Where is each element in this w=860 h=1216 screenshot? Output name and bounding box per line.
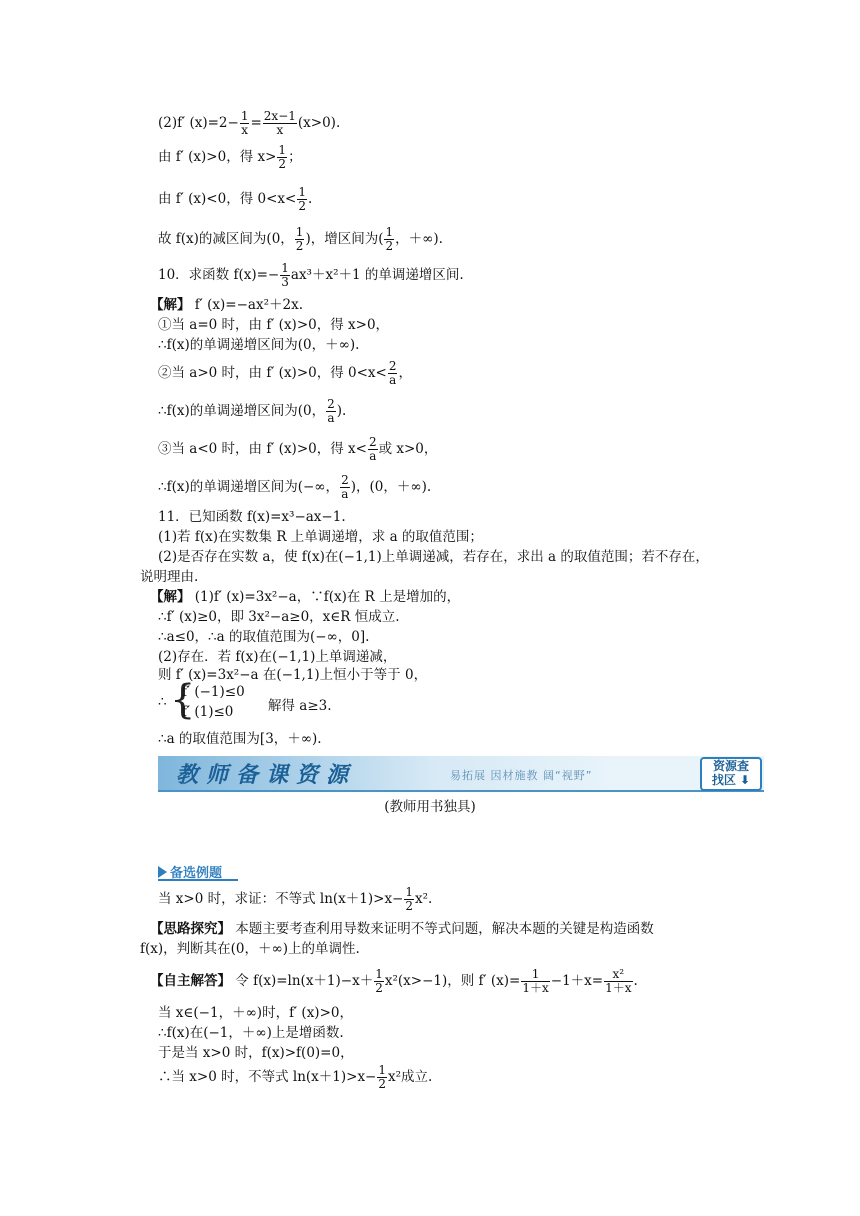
text: ③当 a<0 时，由 f′ (x)>0，得 x<	[158, 441, 367, 457]
case-1-result: ∴f(x)的单调递增区间为(0，＋∞).	[158, 337, 360, 353]
fraction	[297, 186, 307, 213]
numerator: 1	[385, 225, 394, 239]
line-derivative	[158, 110, 340, 137]
denominator: 2	[405, 899, 414, 913]
case-1: ①当 a=0 时，由 f′ (x)>0，得 x>0，	[158, 317, 390, 333]
fraction	[521, 968, 549, 995]
text: ；	[288, 149, 302, 165]
text: (x>0).	[297, 115, 341, 131]
solution-10-start	[150, 296, 303, 314]
example-line: 于是当 x>0 时，f(x)>f(0)=0，	[158, 1045, 354, 1061]
denominator: a	[341, 487, 349, 501]
fraction	[240, 110, 250, 137]
text: ).	[336, 403, 347, 419]
solution-11-start	[150, 588, 460, 606]
solution-11-line: ∴a≤0，∴a 的取值范围为(−∞，0].	[158, 629, 370, 645]
text: ，＋∞).	[395, 231, 443, 247]
fraction	[340, 474, 350, 501]
numerator: 2	[388, 359, 397, 373]
solution-11-line: ∴f′ (x)≥0，即 3x²−a≥0，x∈R 恒成立.	[158, 609, 400, 625]
example-question	[158, 886, 432, 913]
solution-11-line: (2)存在．若 f(x)在(−1,1)上单调递减，	[158, 649, 397, 665]
text: x²(x>−1)，则 f′ (x)=	[384, 973, 521, 989]
solution-11-final: ∴a 的取值范围为[3，＋∞).	[158, 731, 322, 747]
case-3	[158, 436, 437, 463]
system-result: 解得 a≥3.	[268, 698, 332, 714]
text: )，增区间为(	[305, 231, 384, 247]
line-positive	[158, 144, 302, 171]
banner-subtitle: 易拓展 因材施教 阔“视野”	[450, 769, 593, 782]
numerator: 1	[281, 261, 289, 275]
denominator: 2	[298, 199, 306, 213]
denominator: x	[276, 123, 284, 137]
teacher-note: (教师用书独具)	[384, 799, 476, 815]
fraction	[326, 398, 336, 425]
idea-tag: 【思路探究】	[150, 921, 231, 937]
text: ②当 a>0 时，由 f′ (x)>0，得 0<x<	[158, 365, 387, 381]
text: (1)f′ (x)=3x²−a，∵f(x)在 R 上是增加的，	[190, 589, 461, 605]
denominator: 2	[295, 239, 304, 253]
fraction	[263, 110, 297, 137]
fraction	[604, 968, 632, 995]
text: −1＋x=	[550, 973, 604, 989]
fraction	[384, 226, 394, 253]
denominator: 3	[281, 275, 289, 289]
resource-search-button[interactable]	[700, 757, 762, 791]
numerator: 2	[341, 473, 349, 487]
text: x².	[415, 891, 433, 907]
numerator: 1	[295, 225, 304, 239]
question-11: 11．已知函数 f(x)=x³−ax−1.	[158, 509, 346, 525]
fraction	[277, 144, 287, 171]
text: 或 x>0，	[378, 441, 438, 457]
text: x²成立.	[388, 1069, 433, 1085]
numerator: 1	[298, 185, 306, 199]
text: 由 f′ (x)<0，得 0<x<	[158, 191, 297, 207]
text: 当 x>0 时，求证：不等式 ln(x＋1)>x−	[158, 891, 404, 907]
numerator: 1	[405, 885, 414, 899]
numerator: 2	[368, 435, 377, 449]
text: f′ (x)=−ax²＋2x.	[190, 297, 303, 313]
button-label: 资源查	[712, 759, 749, 773]
text: 由 f′ (x)>0，得 x>	[158, 149, 277, 165]
fraction	[280, 262, 290, 289]
fraction	[388, 360, 398, 387]
question-11-part-2: (2)是否存在实数 a，使 f(x)在(−1,1)上单调递减，若存在，求出 a 的取值范围；若不存在，	[158, 549, 709, 565]
fraction	[368, 436, 378, 463]
text: ∴f(x)的单调递增区间为(−∞，	[158, 479, 340, 495]
text: .	[633, 973, 638, 989]
numerator: 2x−1	[263, 109, 296, 123]
case-2-result	[158, 398, 346, 425]
self-solution-line	[150, 968, 638, 995]
divider	[158, 879, 238, 881]
text: .	[307, 191, 313, 207]
text: ax³＋x²＋1 的单调递增区间.	[290, 267, 464, 283]
question-11-part-2-cont: 说明理由.	[140, 569, 199, 585]
line-intervals	[158, 226, 443, 253]
fraction	[377, 1064, 387, 1091]
numerator: 1	[375, 967, 383, 981]
solution-11-line: 则 f′ (x)=3x²−a 在(−1,1)上恒小于等于 0，	[158, 667, 428, 683]
fraction	[374, 968, 384, 995]
text: ，	[398, 365, 412, 381]
denominator: 2	[378, 1077, 387, 1091]
button-label: 找区 ⬇	[711, 773, 751, 787]
line-negative	[158, 186, 312, 213]
banner-title: 教师备课资源	[176, 763, 357, 788]
example-conclusion	[158, 1064, 432, 1091]
denominator: 2	[385, 239, 394, 253]
denominator: x	[241, 123, 249, 137]
numerator: 1	[521, 968, 549, 982]
teacher-resource-banner	[158, 756, 764, 792]
numerator: x²	[604, 968, 632, 982]
triangle-icon	[158, 866, 167, 878]
denominator: a	[389, 373, 397, 387]
numerator: 1	[240, 109, 249, 123]
system-row: f′ (1)≤0	[182, 704, 234, 720]
solution-tag: 【解】	[150, 589, 191, 605]
numerator: 2	[327, 397, 335, 411]
case-3-result	[158, 474, 431, 501]
denominator: 2	[278, 157, 287, 171]
text: ∴当 x>0 时，不等式 ln(x＋1)>x−	[158, 1069, 377, 1085]
example-line: 当 x∈(−1，＋∞)时，f′ (x)>0，	[158, 1005, 353, 1021]
fraction	[404, 886, 414, 913]
question-11-part-1: (1)若 f(x)在实数集 R 上单调递增，求 a 的取值范围；	[158, 529, 483, 545]
denominator: 1＋x	[605, 981, 632, 995]
text: (2)f′ (x)=2−	[158, 115, 239, 131]
section-title: 备选例题	[170, 866, 223, 881]
denominator: 1＋x	[522, 981, 549, 995]
text: 10．求函数 f(x)=−	[158, 267, 280, 283]
numerator: 1	[278, 143, 287, 157]
text: 本题主要考查利用导数来证明不等式问题，解决本题的关键是构造函数	[231, 921, 654, 937]
text: 令 f(x)=ln(x＋1)−x＋	[231, 973, 374, 989]
fraction	[295, 226, 305, 253]
brace-icon: {	[170, 677, 196, 723]
section-heading	[158, 862, 222, 881]
denominator: 2	[375, 981, 383, 995]
case-2	[158, 360, 412, 387]
denominator: a	[369, 449, 377, 463]
text: =	[250, 115, 262, 131]
solution-tag: 【自主解答】	[150, 973, 231, 989]
question-10	[158, 262, 464, 289]
numerator: 1	[378, 1063, 387, 1077]
example-line: ∴f(x)在(−1，＋∞)上是增函数.	[158, 1025, 344, 1041]
text: ∴f(x)的单调递增区间为(0，	[158, 403, 326, 419]
system-row: f′ (−1)≤0	[182, 684, 245, 700]
denominator: a	[327, 411, 335, 425]
text: 故 f(x)的减区间为(0，	[158, 231, 294, 247]
therefore-symbol: ∴	[158, 694, 167, 710]
solution-tag: 【解】	[150, 297, 191, 313]
idea-line	[150, 920, 654, 938]
text: )，(0，＋∞).	[350, 479, 432, 495]
idea-line-cont: f(x)，判断其在(0，＋∞)上的单调性.	[140, 941, 360, 957]
